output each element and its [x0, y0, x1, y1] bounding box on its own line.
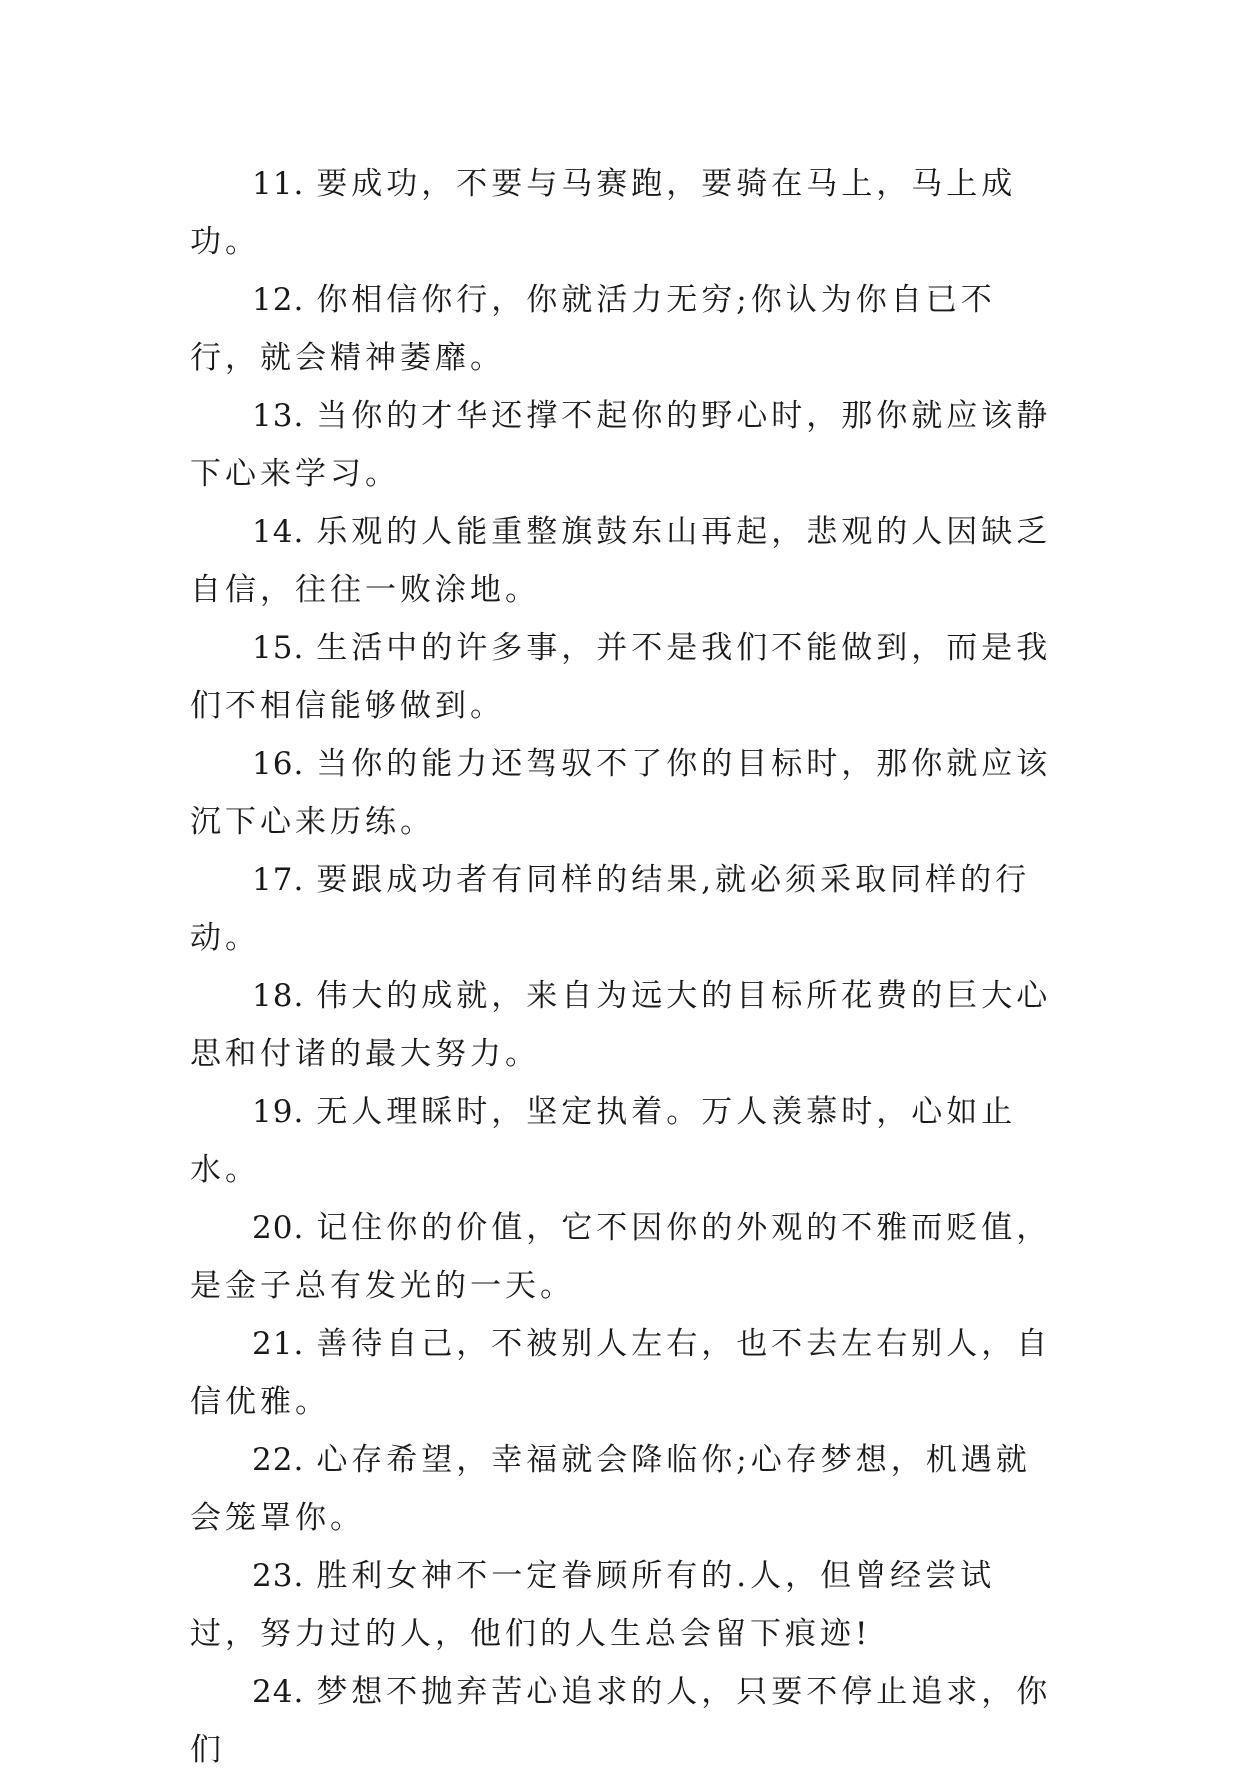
item-text: 记住你的价值，它不因你的外观的不雅而贬值，是金子总有发光的一天。 — [190, 1210, 1052, 1304]
item-number: 20. — [252, 1210, 305, 1246]
item-number: 19. — [252, 1094, 305, 1130]
list-item — [190, 1199, 1060, 1315]
list-item — [190, 155, 1060, 271]
item-number: 22. — [252, 1442, 305, 1478]
list-item — [190, 271, 1060, 387]
item-number: 12. — [252, 282, 305, 318]
item-text: 胜利女神不一定眷顾所有的.人，但曾经尝试过，努力过的人，他们的人生总会留下痕迹! — [190, 1558, 996, 1652]
list-item — [190, 503, 1060, 619]
item-number: 11. — [252, 166, 305, 202]
item-text: 当你的才华还撑不起你的野心时，那你就应该静下心来学习。 — [190, 398, 1052, 492]
item-number: 21. — [252, 1326, 305, 1362]
item-number: 18. — [252, 978, 305, 1014]
item-number: 24. — [252, 1674, 305, 1710]
item-text: 要成功，不要与马赛跑，要骑在马上，马上成功。 — [190, 166, 1017, 260]
item-number: 16. — [252, 746, 305, 782]
list-item — [190, 1663, 1060, 1779]
item-text: 当你的能力还驾驭不了你的目标时，那你就应该沉下心来历练。 — [190, 746, 1052, 840]
list-item — [190, 967, 1060, 1083]
item-text: 乐观的人能重整旗鼓东山再起，悲观的人因缺乏自信，往往一败涂地。 — [190, 514, 1052, 608]
item-text: 要跟成功者有同样的结果,就必须采取同样的行动。 — [190, 862, 1031, 956]
item-text: 伟大的成就，来自为远大的目标所花费的巨大心思和付诸的最大努力。 — [190, 978, 1052, 1072]
list-item — [190, 619, 1060, 735]
list-item — [190, 387, 1060, 503]
item-number: 23. — [252, 1558, 305, 1594]
list-item — [190, 1431, 1060, 1547]
item-number: 13. — [252, 398, 305, 434]
list-item — [190, 1547, 1060, 1663]
item-text: 梦想不抛弃苦心追求的人，只要不停止追求，你们 — [190, 1674, 1052, 1768]
list-item — [190, 1315, 1060, 1431]
item-number: 15. — [252, 630, 305, 666]
item-text: 心存希望，幸福就会降临你;心存梦想，机遇就会笼罩你。 — [190, 1442, 1031, 1536]
list-item — [190, 735, 1060, 851]
item-text: 无人理睬时，坚定执着。万人羡慕时，心如止水。 — [190, 1094, 1017, 1188]
item-number: 17. — [252, 862, 305, 898]
item-text: 善待自己，不被别人左右，也不去左右别人，自信优雅。 — [190, 1326, 1052, 1420]
item-text: 你相信你行，你就活力无穷;你认为你自已不行，就会精神萎靡。 — [190, 282, 996, 376]
list-item — [190, 1083, 1060, 1199]
item-text: 生活中的许多事，并不是我们不能做到，而是我们不相信能够做到。 — [190, 630, 1052, 724]
quote-list — [190, 155, 1060, 1779]
list-item — [190, 851, 1060, 967]
item-number: 14. — [252, 514, 305, 550]
